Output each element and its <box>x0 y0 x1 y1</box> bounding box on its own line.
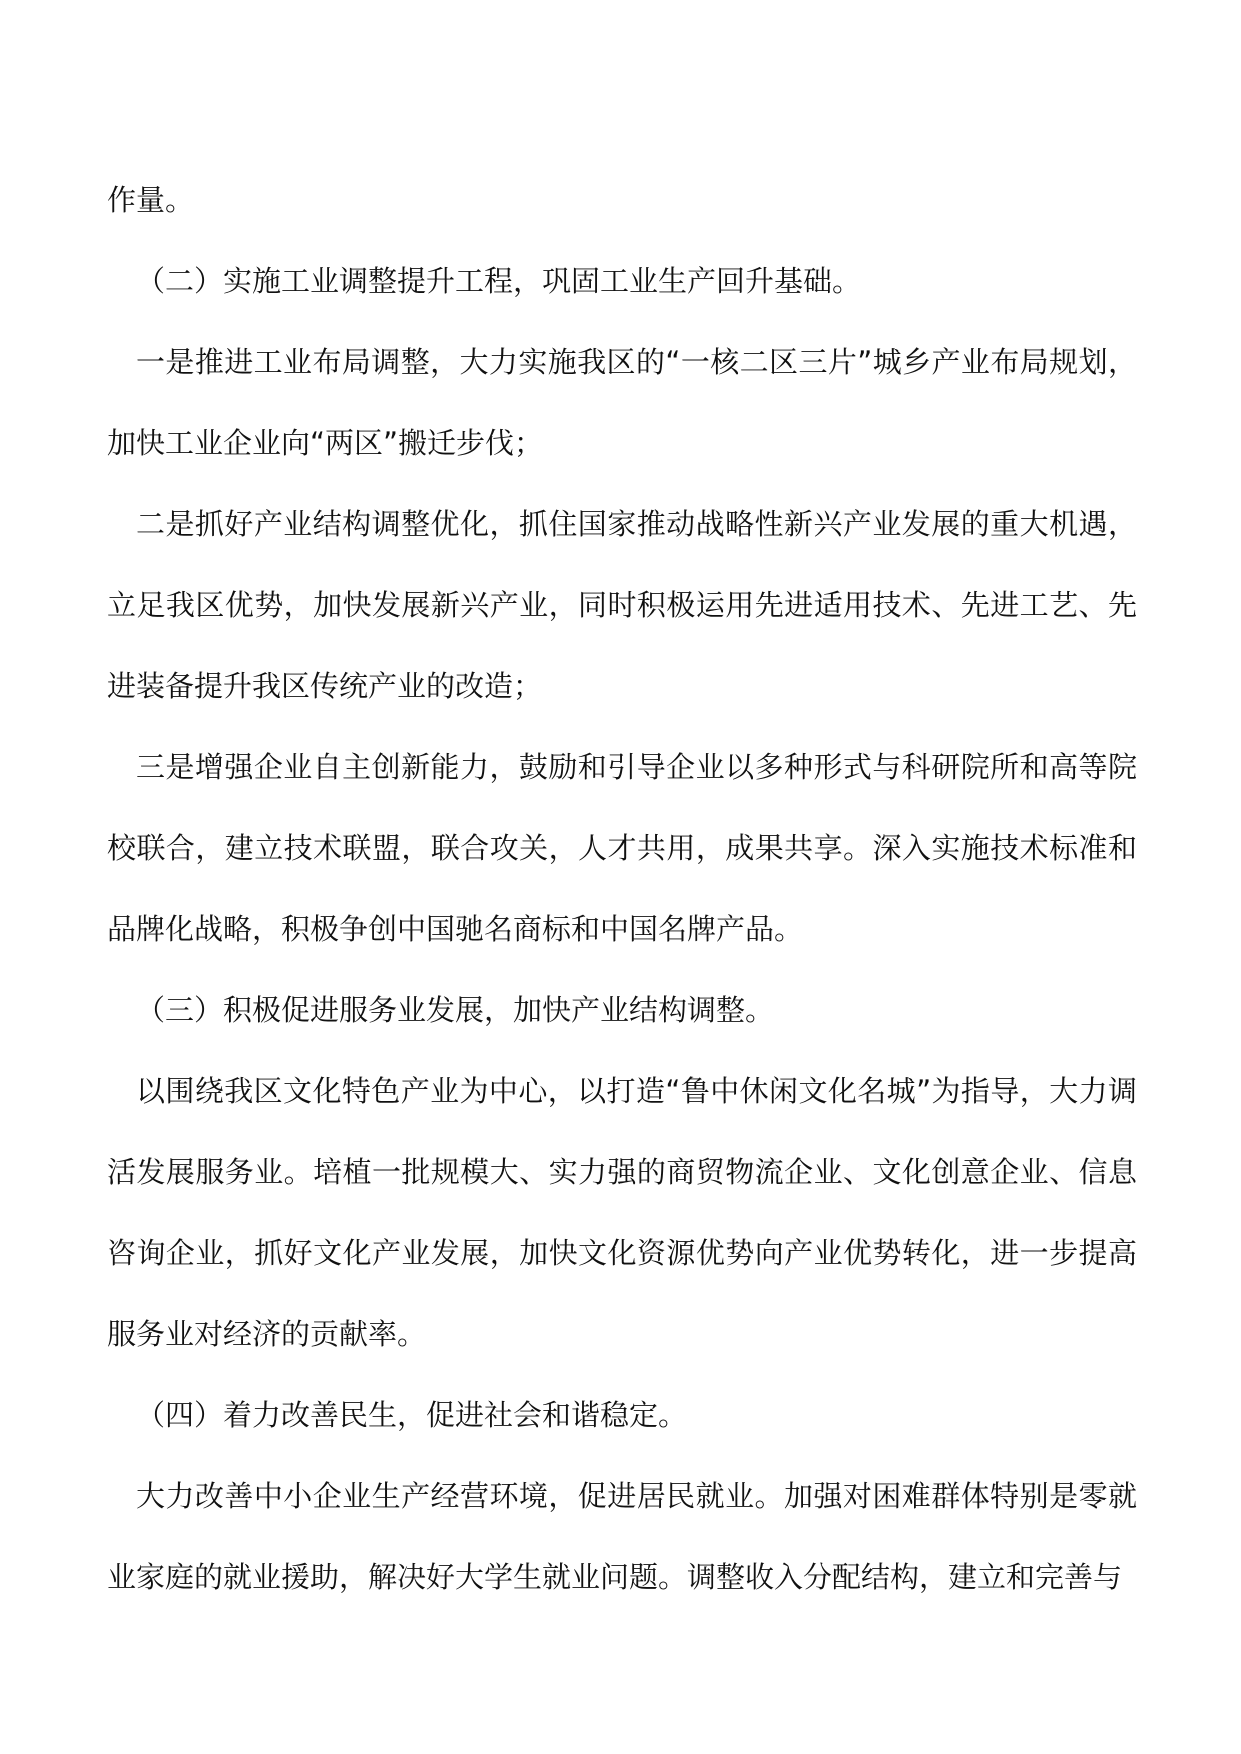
paragraph-continuation: 作量。 <box>107 183 195 217</box>
section-heading-3: （三）积极促进服务业发展，加快产业结构调整。 <box>136 993 775 1027</box>
section-heading-4: （四）着力改善民生，促进社会和谐稳定。 <box>136 1398 688 1432</box>
paragraph-industrial-layout: 一是推进工业布局调整，大力实施我区的“一核二区三片”城乡产业布局规划，加快工业企业向“两区”搬迁步伐； <box>107 345 1137 460</box>
document-body <box>107 160 1137 1618</box>
paragraph-innovation: 三是增强企业自主创新能力，鼓励和引导企业以多种形式与科研院所和高等院校联合，建立技术联盟，联合攻关，人才共用，成果共享。深入实施技术标准和品牌化战略，积极争创中国驰名商标和中国名牌产品。 <box>107 750 1137 946</box>
paragraph-industrial-structure: 二是抓好产业结构调整优化，抓住国家推动战略性新兴产业发展的重大机遇，立足我区优势，加快发展新兴产业，同时积极运用先进适用技术、先进工艺、先进装备提升我区传统产业的改造； <box>107 507 1137 703</box>
paragraph-employment: 大力改善中小企业生产经营环境，促进居民就业。加强对困难群体特别是零就业家庭的就业援助，解决好大学生就业问题。调整收入分配结构，建立和完善与 <box>107 1479 1137 1594</box>
paragraph-service-industry: 以围绕我区文化特色产业为中心，以打造“鲁中休闲文化名城”为指导，大力调活发展服务业。培植一批规模大、实力强的商贸物流企业、文化创意企业、信息咨询企业，抓好文化产业发展，加快文化资源优势向产业优势转化，进一步提高服务业对经济的贡献率。 <box>107 1074 1137 1351</box>
section-heading-2: （二）实施工业调整提升工程，巩固工业生产回升基础。 <box>136 264 862 298</box>
